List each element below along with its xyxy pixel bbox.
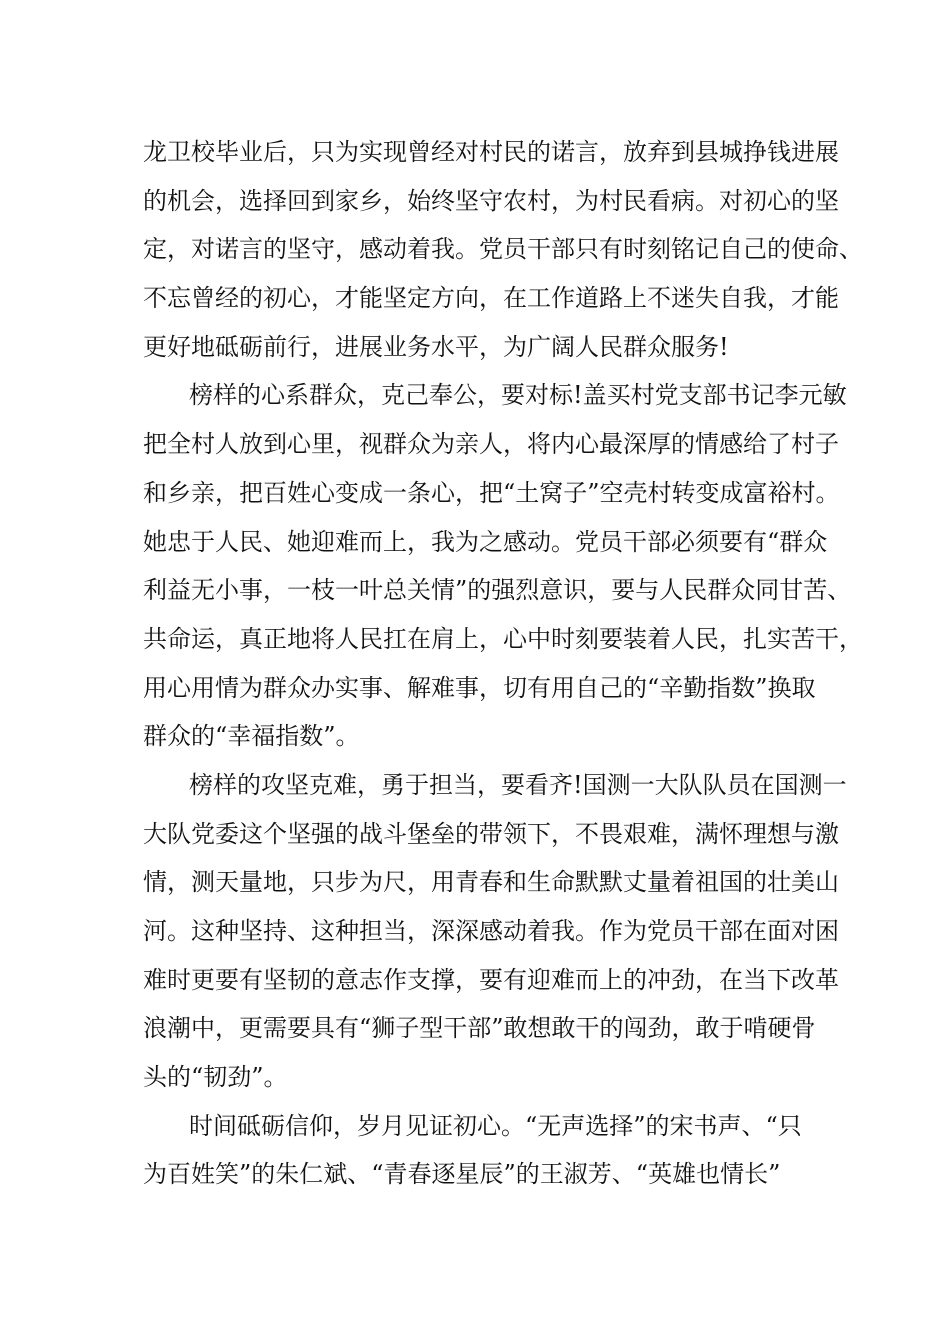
paragraph-start-line: 榜样的心系群众，克己奉公，要对标!盖买村党支部书记李元敏: [189, 381, 847, 410]
text-line: 河。这种坚持、这种担当，深深感动着我。作为党员干部在面对困: [143, 917, 839, 945]
text-line: 头的“韧劲”。: [143, 1063, 288, 1092]
text-line: 不忘曾经的初心，才能坚定方向，在工作道路上不迷失自我，才能: [143, 284, 839, 313]
paragraph-start-line: 时间砥砺信仰，岁月见证初心。“无声选择”的宋书声、“只: [189, 1111, 802, 1140]
text-line: 群众的“幸福指数”。: [143, 722, 360, 751]
body-text: [143, 128, 863, 1199]
text-line: 的机会，选择回到家乡，始终坚守农村，为村民看病。对初心的坚: [143, 186, 839, 215]
text-line: 龙卫校毕业后，只为实现曾经对村民的诺言，放弃到县城挣钱进展: [143, 138, 839, 166]
text-line: 和乡亲，把百姓心变成一条心，把“土窝子”空壳村转变成富裕村。: [143, 478, 840, 507]
text-line: 更好地砥砺前行，进展业务水平，为广阔人民群众服务!: [143, 332, 729, 361]
text-line: 难时更要有坚韧的意志作支撑，要有迎难而上的冲劲，在当下改革: [143, 965, 839, 994]
text-line: 利益无小事，一枝一叶总关情”的强烈意识，要与人民群众同甘苦、: [143, 576, 852, 605]
text-line: 用心用情为群众办实事、解难事，切有用自己的“辛勤指数”换取: [143, 673, 816, 702]
text-line: 把全村人放到心里，视群众为亲人，将内心最深厚的情感给了村子: [143, 430, 839, 459]
text-line: 浪潮中，更需要具有“狮子型干部”敢想敢干的闯劲，敢于啃硬骨: [143, 1014, 816, 1043]
text-line: 共命运，真正地将人民扛在肩上，心中时刻要装着人民，扎实苦干，: [143, 624, 863, 653]
paragraph-start-line: 榜样的攻坚克难，勇于担当，要看齐!国测一大队队员在国测一: [189, 770, 847, 799]
text-line: 定，对诺言的坚守，感动着我。党员干部只有时刻铭记自己的使命、: [143, 235, 863, 264]
text-line: 她忠于人民、她迎难而上，我为之感动。党员干部必须要有“群众: [143, 527, 828, 556]
text-line: 为百姓笑”的朱仁斌、“青春逐星辰”的王淑芳、“英雄也情长”: [143, 1160, 781, 1189]
text-line: 情，测天量地，只步为尺，用青春和生命默默丈量着祖国的壮美山: [143, 868, 839, 897]
text-line: 大队党委这个坚强的战斗堡垒的带领下，不畏艰难，满怀理想与激: [143, 819, 839, 848]
